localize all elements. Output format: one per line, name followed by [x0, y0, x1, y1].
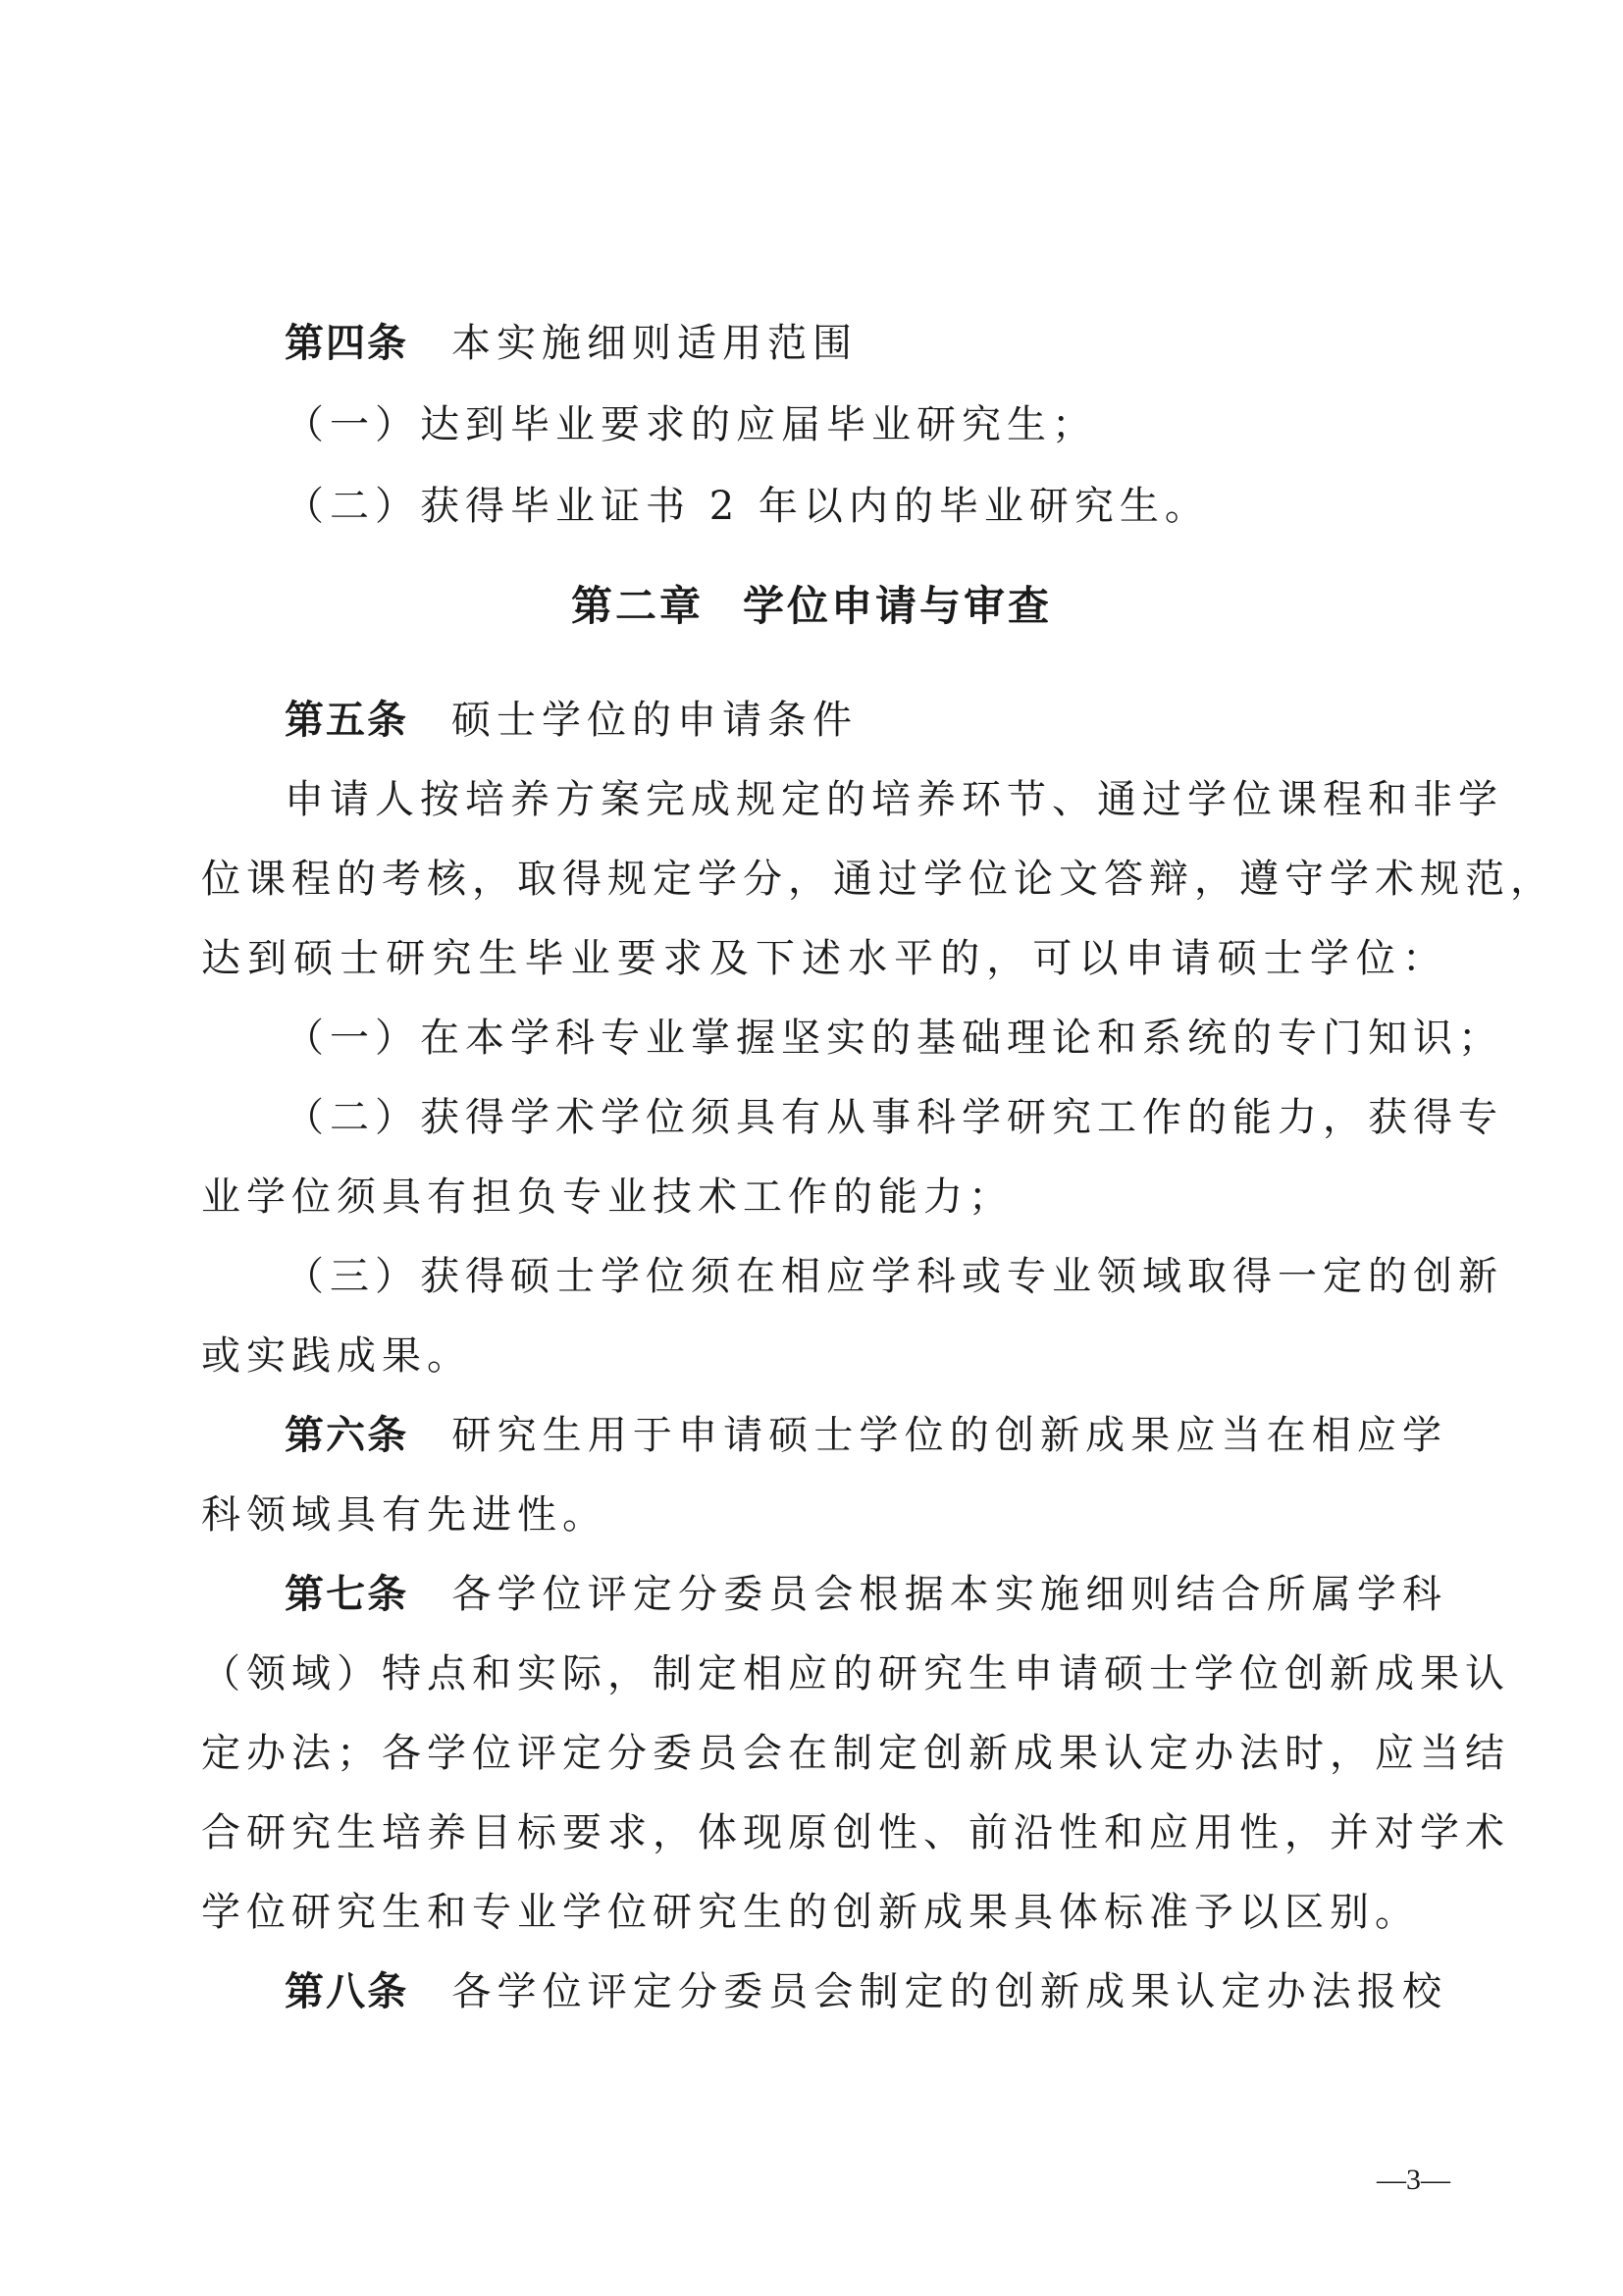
article-5-heading: [285, 693, 1447, 748]
article-4-title: 本实施细则适用范围: [451, 321, 858, 366]
page-number: —3—: [1377, 2164, 1450, 2196]
article-6-text: 研究生用于申请硕士学位的创新成果应当在相应学: [451, 1413, 1447, 1458]
article-4-label: 第四条: [285, 321, 408, 366]
article-8-text: 各学位评定分委员会制定的创新成果认定办法报校: [451, 1969, 1447, 2014]
article-4-item-2: （二）获得毕业证书 2 年以内的毕业研究生。: [285, 484, 1210, 529]
article-5-label: 第五条: [285, 698, 408, 743]
article-4-item-1: （一）达到毕业要求的应届毕业研究生；: [285, 402, 1097, 447]
article-8-label: 第八条: [285, 1969, 409, 2014]
article-5-line-4: （一）在本学科专业掌握坚实的基础理论和系统的专门知识；: [285, 1016, 1503, 1061]
article-8-heading: [285, 1964, 1447, 2019]
article-5-line-3: 达到硕士研究生毕业要求及下述水平的，可以申请硕士学位：: [201, 936, 1447, 981]
article-6-line-2: 科领域具有先进性。: [201, 1492, 607, 1538]
chapter-heading: [0, 577, 1623, 636]
chapter-title: 学位申请与审查: [743, 582, 1053, 630]
article-7-line-2: （领域）特点和实际，制定相应的研究生申请硕士学位创新成果认: [201, 1651, 1510, 1696]
article-5-line-1: 申请人按培养方案完成规定的培养环节、通过学位课程和非学: [285, 777, 1503, 822]
article-7-text: 各学位评定分委员会根据本实施细则结合所属学科: [451, 1572, 1447, 1617]
article-7-line-4: 合研究生培养目标要求，体现原创性、前沿性和应用性，并对学术: [201, 1810, 1510, 1855]
chapter-number: 第二章: [570, 582, 704, 630]
article-5-line-8: 或实践成果。: [201, 1333, 472, 1379]
article-7-line-3: 定办法；各学位评定分委员会在制定创新成果认定办法时，应当结: [201, 1731, 1510, 1776]
article-4-heading: [285, 316, 1447, 371]
article-5-line-2: 位课程的考核，取得规定学分，通过学位论文答辩，遵守学术规范，: [201, 857, 1555, 902]
article-7-heading: [285, 1567, 1447, 1622]
article-7-line-5: 学位研究生和专业学位研究生的创新成果具体标准予以区别。: [201, 1890, 1420, 1935]
article-6-label: 第六条: [285, 1413, 409, 1458]
article-5-line-7: （三）获得硕士学位须在相应学科或专业领域取得一定的创新: [285, 1254, 1503, 1299]
article-5-line-5: （二）获得学术学位须具有从事科学研究工作的能力，获得专: [285, 1095, 1503, 1140]
article-7-label: 第七条: [285, 1572, 409, 1617]
article-5-title: 硕士学位的申请条件: [451, 698, 858, 743]
article-5-line-6: 业学位须具有担负专业技术工作的能力；: [201, 1174, 1014, 1220]
article-6-heading: [285, 1408, 1447, 1463]
